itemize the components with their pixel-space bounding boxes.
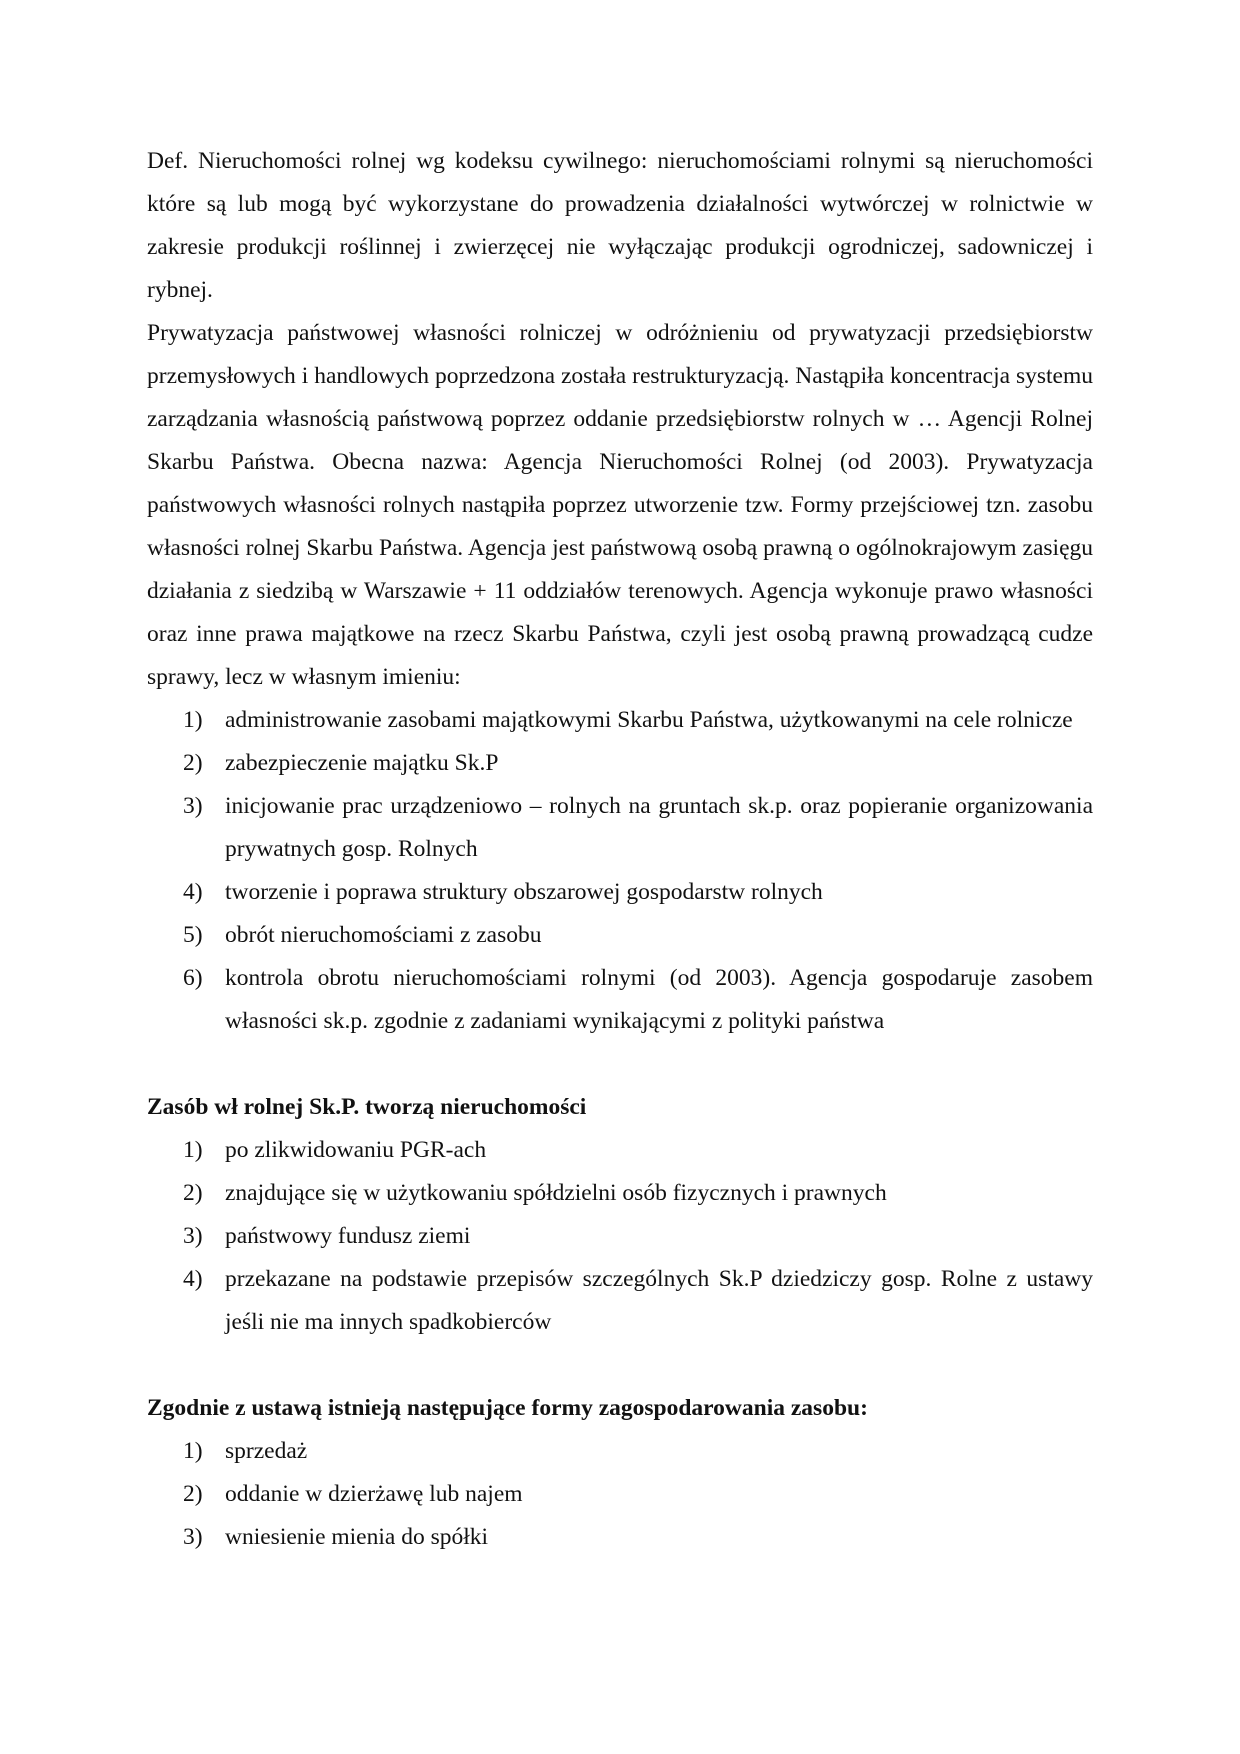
list-text: administrowanie zasobami majątkowymi Skarbu Państwa, użytkowanymi na cele rolnicze bbox=[225, 707, 1073, 733]
list-item bbox=[147, 1215, 1093, 1258]
list-text: sprzedaż bbox=[225, 1438, 308, 1464]
list-text: wniesienie mienia do spółki bbox=[225, 1524, 489, 1550]
list-text: państwowy fundusz ziemi bbox=[225, 1223, 471, 1249]
list-number: 4) bbox=[183, 1266, 203, 1292]
privatization-paragraph: Prywatyzacja państwowej własności rolniczej w odróżnieniu od prywatyzacji przedsiębiorstw przemysłowych i handlowych poprzedzona została restrukturyzacją. Nastąpiła koncentracja systemu zarządzania własnością państwową poprzez oddanie przedsiębiorstw rolnych w … Agencji Rolnej Skarbu Państwa. Obecna nazwa: Agencja Nieruchomości Rolnej (od 2003). Prywatyzacja państwowych własności rolnych nastąpiła poprzez utworzenie tzw. Formy przejściowej tzn. zasobu własności rolnej Skarbu Państwa. Agencja jest państwową osobą prawną o ogólnokrajowym zasięgu działania z siedzibą w Warszawie + 11 oddziałów terenowych. Agencja wykonuje prawo własności oraz inne prawa majątkowe na rzecz Skarbu Państwa, czyli jest osobą prawną prowadzącą cudze sprawy, lecz w własnym imieniu: bbox=[147, 320, 1093, 690]
list-item bbox=[147, 1516, 1093, 1559]
resource-list bbox=[147, 1129, 1093, 1344]
list-item bbox=[147, 699, 1093, 742]
list-item bbox=[147, 1430, 1093, 1473]
list-number: 2) bbox=[183, 750, 203, 776]
list-item bbox=[147, 957, 1093, 1043]
list-number: 3) bbox=[183, 1223, 203, 1249]
list-number: 1) bbox=[183, 1438, 203, 1464]
list-text: obrót nieruchomościami z zasobu bbox=[225, 922, 542, 948]
list-number: 3) bbox=[183, 1524, 203, 1550]
list-number: 5) bbox=[183, 922, 203, 948]
list-text: tworzenie i poprawa struktury obszarowej gospodarstw rolnych bbox=[225, 879, 823, 905]
list-number: 6) bbox=[183, 965, 203, 991]
list-text: zabezpieczenie majątku Sk.P bbox=[225, 750, 499, 776]
list-number: 2) bbox=[183, 1481, 203, 1507]
list-item bbox=[147, 742, 1093, 785]
agency-tasks-list bbox=[147, 699, 1093, 1043]
list-text: znajdujące się w użytkowaniu spółdzielni osób fizycznych i prawnych bbox=[225, 1180, 887, 1206]
spacer bbox=[147, 1344, 1093, 1387]
list-item bbox=[147, 1258, 1093, 1344]
forms-list bbox=[147, 1430, 1093, 1559]
section-heading-forms: Zgodnie z ustawą istnieją następujące formy zagospodarowania zasobu: bbox=[147, 1395, 868, 1421]
list-text: inicjowanie prac urządzeniowo – rolnych na gruntach sk.p. oraz popieranie organizowania prywatnych gosp. Rolnych bbox=[225, 793, 1093, 862]
list-item bbox=[147, 785, 1093, 871]
list-item bbox=[147, 914, 1093, 957]
definition-paragraph: Def. Nieruchomości rolnej wg kodeksu cywilnego: nieruchomościami rolnymi są nieruchomości które są lub mogą być wykorzystane do prowadzenia działalności wytwórczej w rolnictwie w zakresie produkcji roślinnej i zwierzęcej nie wyłączając produkcji ogrodniczej, sadowniczej i rybnej. bbox=[147, 148, 1093, 303]
list-text: oddanie w dzierżawę lub najem bbox=[225, 1481, 523, 1507]
list-text: po zlikwidowaniu PGR-ach bbox=[225, 1137, 487, 1163]
list-item bbox=[147, 1129, 1093, 1172]
list-text: kontrola obrotu nieruchomościami rolnymi (od 2003). Agencja gospodaruje zasobem własności sk.p. zgodnie z zadaniami wynikającymi z polityki państwa bbox=[225, 965, 1093, 1034]
list-item bbox=[147, 1172, 1093, 1215]
list-number: 3) bbox=[183, 793, 203, 819]
section-heading-resource: Zasób wł rolnej Sk.P. tworzą nieruchomości bbox=[147, 1094, 587, 1120]
list-number: 1) bbox=[183, 707, 203, 733]
list-number: 2) bbox=[183, 1180, 203, 1206]
spacer bbox=[147, 1043, 1093, 1086]
document-page bbox=[147, 140, 1093, 1559]
list-number: 4) bbox=[183, 879, 203, 905]
list-number: 1) bbox=[183, 1137, 203, 1163]
list-item bbox=[147, 871, 1093, 914]
list-item bbox=[147, 1473, 1093, 1516]
list-text: przekazane na podstawie przepisów szczególnych Sk.P dziedziczy gosp. Rolne z ustawy jeśli nie ma innych spadkobierców bbox=[225, 1266, 1093, 1335]
